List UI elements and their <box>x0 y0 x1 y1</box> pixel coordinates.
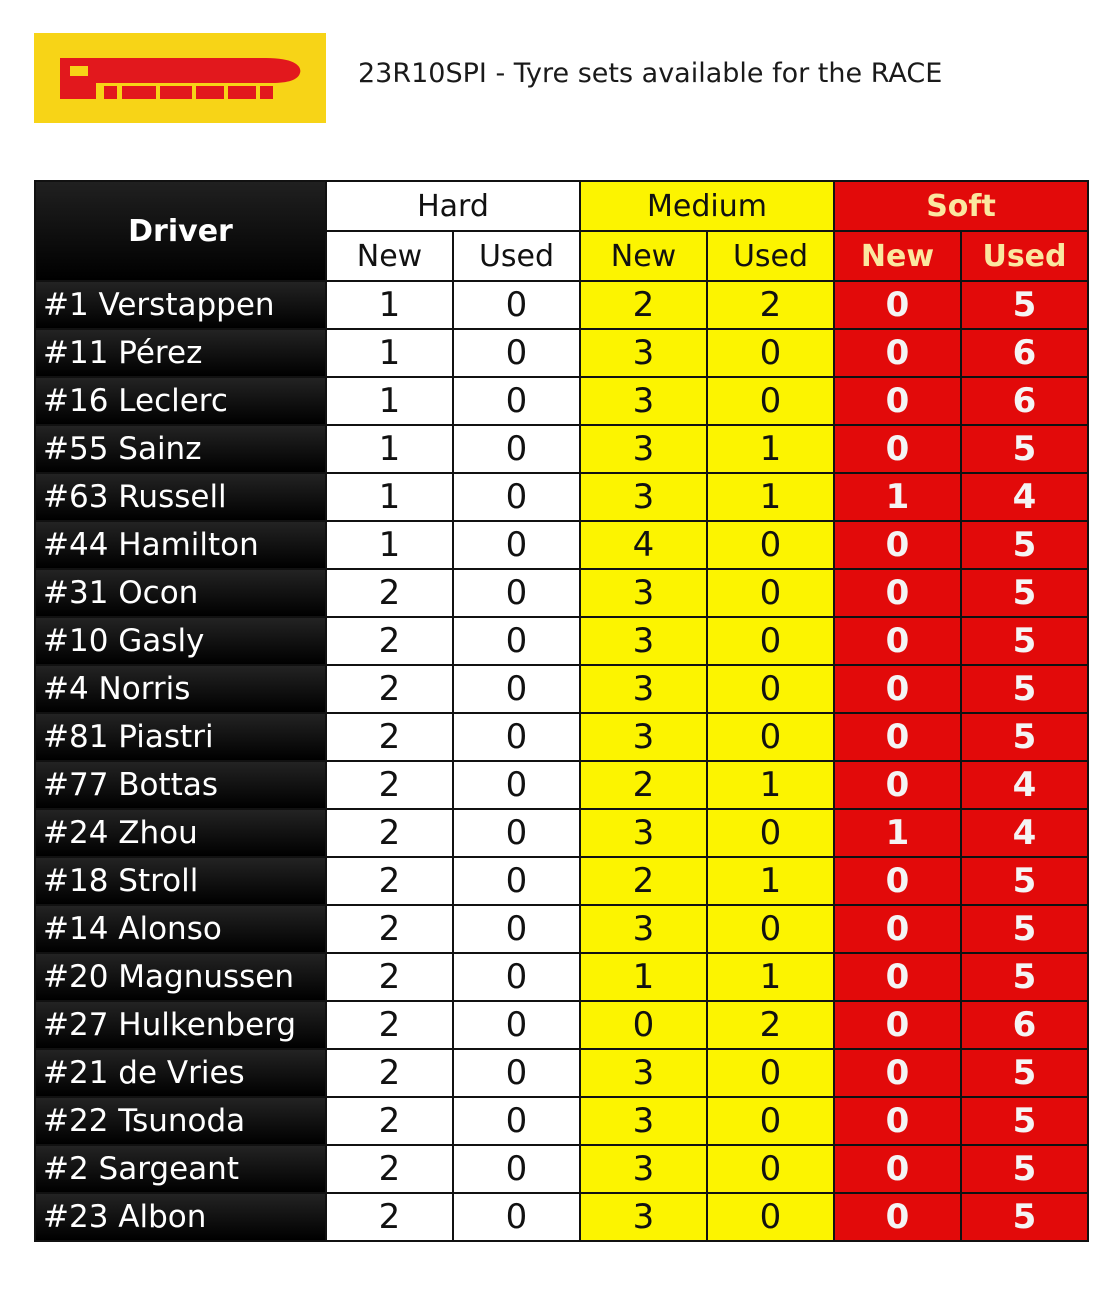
soft-used-cell: 5 <box>961 281 1088 329</box>
hard-used-cell: 0 <box>453 1001 580 1049</box>
table-row <box>35 953 1088 1001</box>
driver-name: #55 Sainz <box>35 425 326 473</box>
driver-header: Driver <box>35 181 326 281</box>
table-row <box>35 329 1088 377</box>
soft-new-cell: 0 <box>834 905 961 953</box>
hard-used-cell: 0 <box>453 761 580 809</box>
table-row <box>35 1193 1088 1241</box>
driver-name: #14 Alonso <box>35 905 326 953</box>
medium-new-cell: 3 <box>580 1097 707 1145</box>
soft-new-cell: 0 <box>834 569 961 617</box>
soft-used-cell: 5 <box>961 1193 1088 1241</box>
medium-new-cell: 3 <box>580 905 707 953</box>
driver-name: #23 Albon <box>35 1193 326 1241</box>
soft-new-cell: 0 <box>834 1001 961 1049</box>
driver-name: #81 Piastri <box>35 713 326 761</box>
table-row <box>35 473 1088 521</box>
hard-new-cell: 1 <box>326 425 453 473</box>
table-row <box>35 665 1088 713</box>
medium-used-cell: 1 <box>707 953 834 1001</box>
soft-new-cell: 0 <box>834 377 961 425</box>
table-row <box>35 809 1088 857</box>
driver-name: #20 Magnussen <box>35 953 326 1001</box>
medium-used-cell: 2 <box>707 1001 834 1049</box>
table-row <box>35 713 1088 761</box>
medium-new-cell: 2 <box>580 857 707 905</box>
medium-used-cell: 1 <box>707 425 834 473</box>
medium-used-cell: 0 <box>707 377 834 425</box>
soft-new-cell: 0 <box>834 1193 961 1241</box>
soft-used-cell: 5 <box>961 905 1088 953</box>
soft-new-cell: 1 <box>834 809 961 857</box>
medium-new-header: New <box>580 231 707 281</box>
driver-name: #4 Norris <box>35 665 326 713</box>
medium-header: Medium <box>580 181 834 231</box>
soft-used-cell: 5 <box>961 665 1088 713</box>
soft-used-cell: 4 <box>961 809 1088 857</box>
driver-name: #44 Hamilton <box>35 521 326 569</box>
soft-used-cell: 5 <box>961 521 1088 569</box>
medium-new-cell: 3 <box>580 1145 707 1193</box>
hard-used-cell: 0 <box>453 953 580 1001</box>
table-row <box>35 617 1088 665</box>
hard-used-cell: 0 <box>453 1193 580 1241</box>
soft-new-cell: 0 <box>834 665 961 713</box>
hard-used-cell: 0 <box>453 713 580 761</box>
hard-used-cell: 0 <box>453 905 580 953</box>
hard-new-cell: 2 <box>326 761 453 809</box>
medium-new-cell: 4 <box>580 521 707 569</box>
driver-name: #1 Verstappen <box>35 281 326 329</box>
medium-new-cell: 3 <box>580 425 707 473</box>
medium-new-cell: 0 <box>580 1001 707 1049</box>
hard-new-cell: 2 <box>326 905 453 953</box>
medium-used-cell: 1 <box>707 857 834 905</box>
soft-used-cell: 5 <box>961 713 1088 761</box>
soft-used-cell: 6 <box>961 377 1088 425</box>
medium-new-cell: 2 <box>580 761 707 809</box>
hard-new-cell: 1 <box>326 377 453 425</box>
hard-new-cell: 2 <box>326 617 453 665</box>
table-row <box>35 425 1088 473</box>
soft-used-cell: 4 <box>961 473 1088 521</box>
soft-used-cell: 5 <box>961 1145 1088 1193</box>
soft-used-cell: 5 <box>961 569 1088 617</box>
soft-used-cell: 5 <box>961 1097 1088 1145</box>
soft-new-cell: 0 <box>834 617 961 665</box>
soft-new-cell: 0 <box>834 425 961 473</box>
soft-header: Soft <box>834 181 1088 231</box>
driver-name: #16 Leclerc <box>35 377 326 425</box>
driver-name: #77 Bottas <box>35 761 326 809</box>
medium-used-cell: 0 <box>707 905 834 953</box>
hard-used-cell: 0 <box>453 665 580 713</box>
hard-new-cell: 1 <box>326 473 453 521</box>
soft-new-cell: 0 <box>834 761 961 809</box>
driver-name: #10 Gasly <box>35 617 326 665</box>
driver-name: #11 Pérez <box>35 329 326 377</box>
hard-used-cell: 0 <box>453 425 580 473</box>
hard-used-cell: 0 <box>453 377 580 425</box>
hard-used-cell: 0 <box>453 617 580 665</box>
soft-used-cell: 5 <box>961 857 1088 905</box>
tyre-sets-table <box>34 180 1089 1242</box>
medium-used-cell: 0 <box>707 809 834 857</box>
medium-used-cell: 2 <box>707 281 834 329</box>
soft-new-cell: 0 <box>834 713 961 761</box>
hard-new-header: New <box>326 231 453 281</box>
driver-name: #21 de Vries <box>35 1049 326 1097</box>
soft-used-cell: 5 <box>961 1049 1088 1097</box>
pirelli-wordmark <box>34 33 326 123</box>
hard-used-cell: 0 <box>453 1097 580 1145</box>
table-row <box>35 1145 1088 1193</box>
medium-new-cell: 1 <box>580 953 707 1001</box>
soft-new-cell: 0 <box>834 329 961 377</box>
table-row <box>35 521 1088 569</box>
table-row <box>35 377 1088 425</box>
medium-new-cell: 3 <box>580 1049 707 1097</box>
hard-new-cell: 1 <box>326 521 453 569</box>
soft-used-cell: 5 <box>961 617 1088 665</box>
hard-new-cell: 2 <box>326 953 453 1001</box>
medium-used-cell: 0 <box>707 1145 834 1193</box>
medium-new-cell: 3 <box>580 329 707 377</box>
medium-used-cell: 1 <box>707 761 834 809</box>
table-row <box>35 1001 1088 1049</box>
soft-new-cell: 0 <box>834 953 961 1001</box>
hard-used-cell: 0 <box>453 857 580 905</box>
hard-new-cell: 2 <box>326 1049 453 1097</box>
soft-new-header: New <box>834 231 961 281</box>
medium-used-header: Used <box>707 231 834 281</box>
soft-new-cell: 1 <box>834 473 961 521</box>
soft-used-cell: 5 <box>961 425 1088 473</box>
medium-used-cell: 0 <box>707 569 834 617</box>
table-row <box>35 761 1088 809</box>
hard-new-cell: 1 <box>326 281 453 329</box>
driver-name: #63 Russell <box>35 473 326 521</box>
medium-new-cell: 3 <box>580 473 707 521</box>
hard-used-cell: 0 <box>453 281 580 329</box>
group-header-row <box>35 181 1088 231</box>
medium-new-cell: 3 <box>580 617 707 665</box>
hard-used-cell: 0 <box>453 521 580 569</box>
soft-used-header: Used <box>961 231 1088 281</box>
table-body <box>35 281 1088 1241</box>
hard-new-cell: 2 <box>326 665 453 713</box>
page-title: 23R10SPI - Tyre sets available for the RACE <box>358 58 943 89</box>
driver-name: #24 Zhou <box>35 809 326 857</box>
soft-new-cell: 0 <box>834 857 961 905</box>
soft-used-cell: 6 <box>961 1001 1088 1049</box>
medium-used-cell: 1 <box>707 473 834 521</box>
medium-new-cell: 3 <box>580 1193 707 1241</box>
hard-new-cell: 2 <box>326 1145 453 1193</box>
hard-used-cell: 0 <box>453 473 580 521</box>
soft-new-cell: 0 <box>834 1049 961 1097</box>
soft-used-cell: 6 <box>961 329 1088 377</box>
hard-header: Hard <box>326 181 580 231</box>
hard-new-cell: 2 <box>326 809 453 857</box>
soft-new-cell: 0 <box>834 1145 961 1193</box>
driver-name: #22 Tsunoda <box>35 1097 326 1145</box>
table-row <box>35 1049 1088 1097</box>
driver-name: #2 Sargeant <box>35 1145 326 1193</box>
hard-new-cell: 2 <box>326 569 453 617</box>
medium-new-cell: 3 <box>580 377 707 425</box>
medium-used-cell: 0 <box>707 521 834 569</box>
table-row <box>35 1097 1088 1145</box>
driver-name: #27 Hulkenberg <box>35 1001 326 1049</box>
soft-used-cell: 4 <box>961 761 1088 809</box>
hard-new-cell: 2 <box>326 1001 453 1049</box>
soft-new-cell: 0 <box>834 281 961 329</box>
hard-new-cell: 2 <box>326 1097 453 1145</box>
soft-used-cell: 5 <box>961 953 1088 1001</box>
table-row <box>35 905 1088 953</box>
medium-new-cell: 3 <box>580 569 707 617</box>
medium-used-cell: 0 <box>707 329 834 377</box>
medium-used-cell: 0 <box>707 617 834 665</box>
table-row <box>35 857 1088 905</box>
driver-name: #31 Ocon <box>35 569 326 617</box>
driver-name: #18 Stroll <box>35 857 326 905</box>
hard-used-cell: 0 <box>453 329 580 377</box>
hard-new-cell: 2 <box>326 1193 453 1241</box>
table-row <box>35 281 1088 329</box>
medium-used-cell: 0 <box>707 1049 834 1097</box>
hard-new-cell: 2 <box>326 857 453 905</box>
medium-new-cell: 3 <box>580 665 707 713</box>
medium-used-cell: 0 <box>707 665 834 713</box>
hard-used-cell: 0 <box>453 1145 580 1193</box>
medium-new-cell: 3 <box>580 809 707 857</box>
medium-new-cell: 2 <box>580 281 707 329</box>
soft-new-cell: 0 <box>834 1097 961 1145</box>
table-row <box>35 569 1088 617</box>
medium-used-cell: 0 <box>707 1193 834 1241</box>
medium-new-cell: 3 <box>580 713 707 761</box>
hard-used-cell: 0 <box>453 1049 580 1097</box>
pirelli-logo <box>34 33 326 123</box>
hard-new-cell: 1 <box>326 329 453 377</box>
hard-used-cell: 0 <box>453 809 580 857</box>
hard-used-header: Used <box>453 231 580 281</box>
soft-new-cell: 0 <box>834 521 961 569</box>
hard-new-cell: 2 <box>326 713 453 761</box>
hard-used-cell: 0 <box>453 569 580 617</box>
medium-used-cell: 0 <box>707 1097 834 1145</box>
medium-used-cell: 0 <box>707 713 834 761</box>
